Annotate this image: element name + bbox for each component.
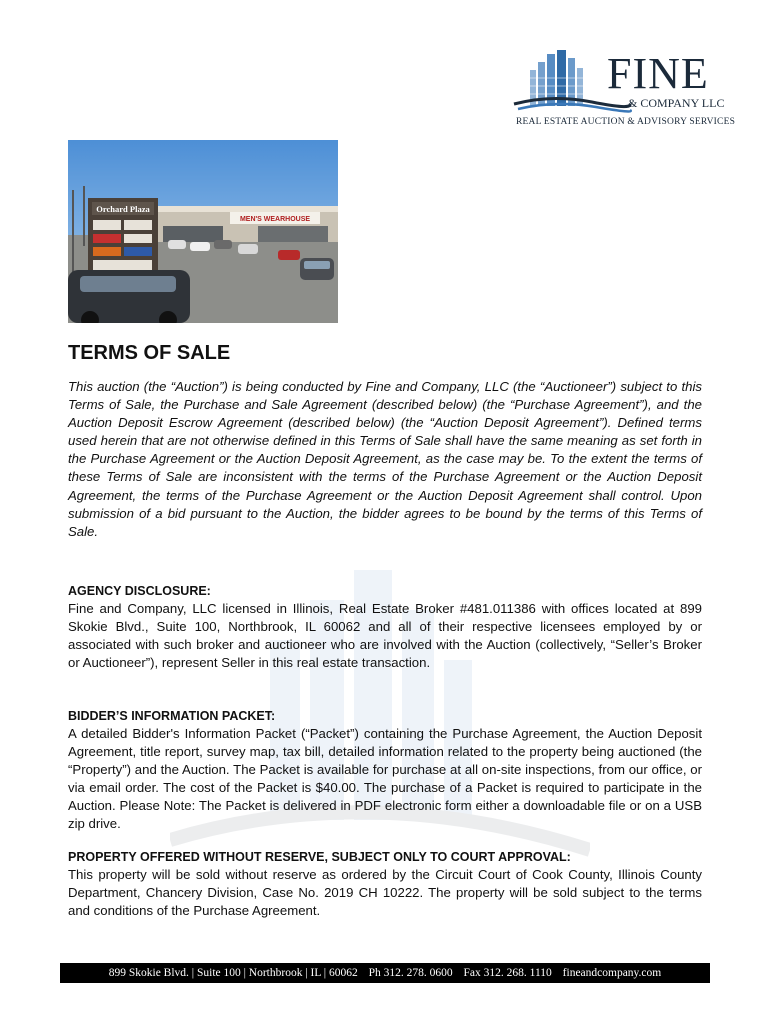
footer-phone: Ph 312. 278. 0600 bbox=[368, 967, 453, 979]
footer-address: 899 Skokie Blvd. | Suite 100 | Northbrook | IL | 60062 bbox=[108, 967, 358, 979]
page-footer bbox=[60, 963, 710, 983]
bidder-packet-body: A detailed Bidder's Information Packet (“Packet”) containing the Purchase Agreement, the Auction Deposit Agreement, title report, survey map, tax bill, detailed information related to the property being auctioned (the “Property”) and the Auction. The Packet is available for purchase at all on-site inspections, from our office, or via email order. The cost of the Packet is $40.00. The purchase of a Packet is required to participate in the Auction. Please Note: The Packet is delivered in PDF electronic form either a downloadable file or on a USB zip drive. bbox=[68, 726, 702, 832]
footer-website: fineandcompany.com bbox=[562, 967, 662, 979]
property-photo bbox=[68, 140, 338, 323]
footer-fax: Fax 312. 268. 1110 bbox=[463, 967, 552, 979]
logo-wordmark: FINE bbox=[607, 49, 709, 98]
agency-disclosure-heading: AGENCY DISCLOSURE: bbox=[68, 584, 211, 598]
company-logo bbox=[512, 48, 736, 132]
logo-tagline: REAL ESTATE AUCTION & ADVISORY SERVICES bbox=[516, 117, 736, 127]
intro-paragraph: This auction (the “Auction”) is being conducted by Fine and Company, LLC (the “Auctioneer”) subject to this Terms of Sale, the Purchase and Sale Agreement (described below) (the “Purchase Agreement”), and the Auction Deposit Escrow Agreement (described below) (the “Auction Deposit Agreement”). Defined terms used herein that are not otherwise defined in this Terms of Sale shall have the same meaning as set forth in the Purchase Agreement or the Auction Deposit Agreement, as the case may be. To the extent the terms of these Terms of Sale are inconsistent with the terms of the Purchase Agreement or the Auction Deposit Agreement, the terms of the Purchase Agreement or the Auction Deposit Agreement shall control. Upon submission of a bid pursuant to the Auction, the bidder agrees to be bound by the terms of this Terms of Sale. bbox=[68, 379, 702, 539]
logo-company-line: & COMPANY LLC bbox=[628, 96, 725, 110]
property-offered-heading: PROPERTY OFFERED WITHOUT RESERVE, SUBJECT ONLY TO COURT APPROVAL: bbox=[68, 850, 571, 864]
agency-disclosure-body: Fine and Company, LLC licensed in Illinois, Real Estate Broker #481.011386 with offices located at 899 Skokie Blvd., Suite 100, Northbrook, IL 60062 and all of their respective licensees employed by or associated with such broker and auctioneer who are involved with the Auction (collectively, “Seller’s Broker or Auctioneer”), represent Seller in this real estate transaction. bbox=[68, 601, 702, 671]
page-title: TERMS OF SALE bbox=[68, 342, 231, 364]
plaza-sign: Orchard Plaza bbox=[96, 204, 150, 214]
property-offered-body: This property will be sold without reserve as ordered by the Circuit Court of Cook County, Illinois County Department, Chancery Division, Case No. 2019 CH 10222. The property will be sold subject to the terms and conditions of the Purchase Agreement. bbox=[68, 867, 702, 919]
bidder-packet-heading: BIDDER’S INFORMATION PACKET: bbox=[68, 709, 276, 723]
store-sign: MEN'S WEARHOUSE bbox=[239, 216, 311, 223]
